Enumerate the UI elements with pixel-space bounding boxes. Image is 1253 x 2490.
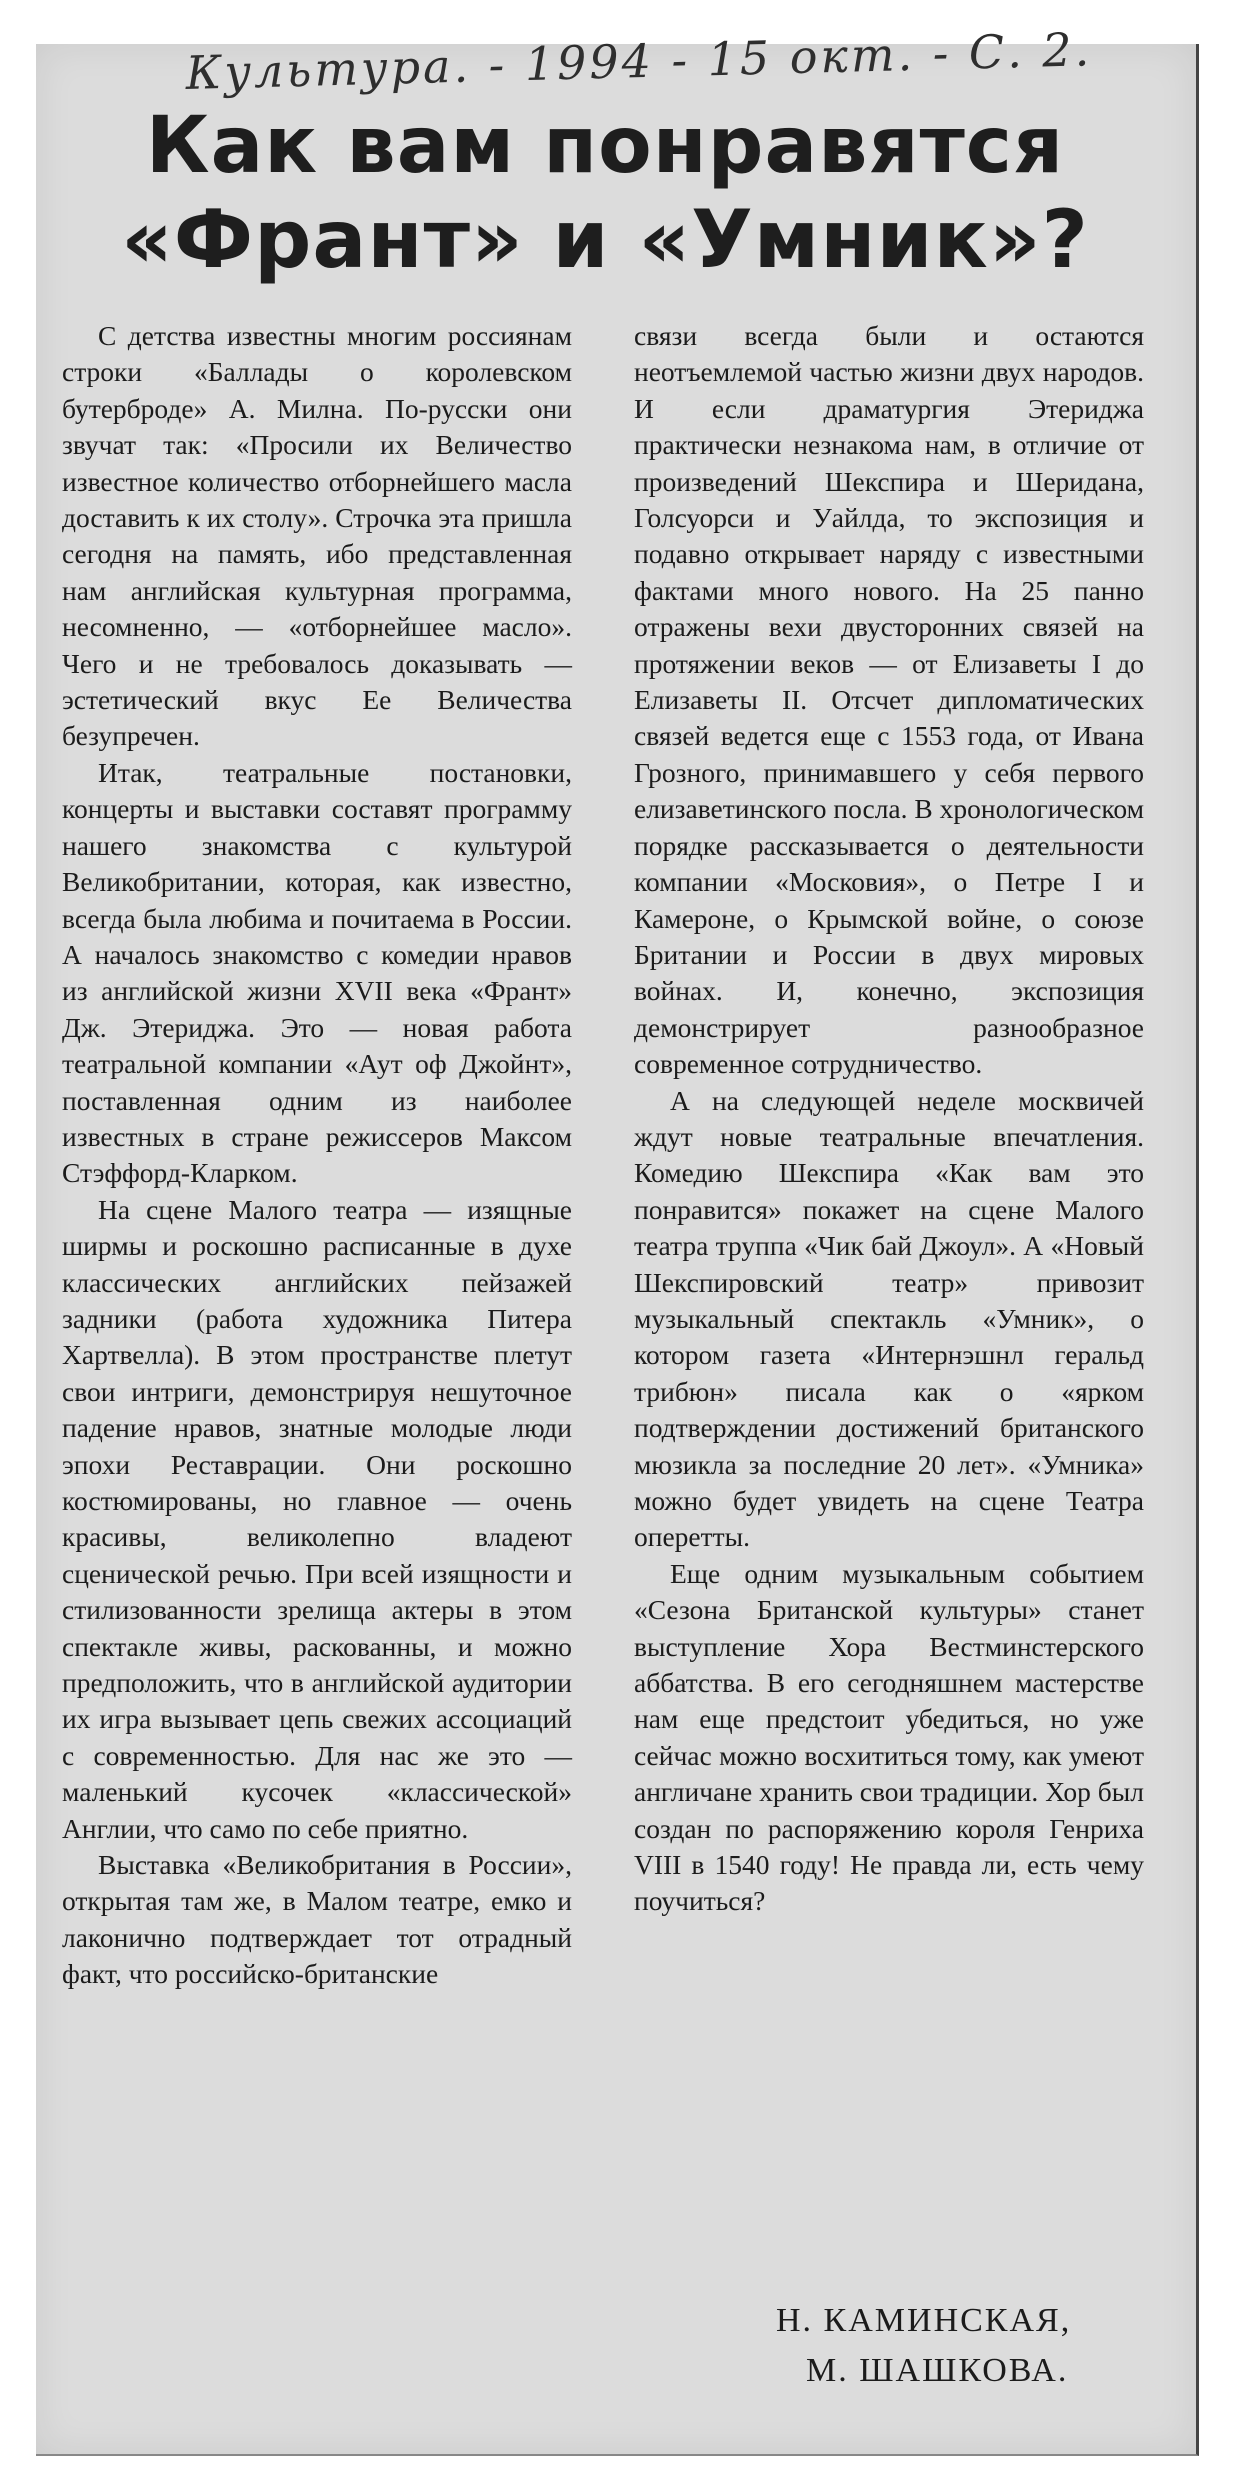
article-paragraph: А на следующей неделе москвичей ждут новые театральные впечатления. Комедию Шекспира «Как вам это понравится» покажет на сцене Малого театра труппа «Чик бай Джоул». А «Новый Шекспировский театр» привозит музыкальный спектакль «Умник», о котором газета «Интернэшнл геральд трибюн» писала как о «ярком подтверждении достижений британского мюзикла за последние 20 лет». «Умника» можно будет увидеть на сцене Театра оперетты. — [634, 1084, 1144, 1553]
article-paragraph: Выставка «Великобритания в России», открытая там же, в Малом театре, емко и лаконично подтверждает тот отрадный факт, что российско-британские — [62, 1849, 572, 1990]
article-headline — [80, 100, 1130, 288]
author-name: М. ШАШКОВА. — [806, 2352, 1069, 2389]
author-name: Н. КАМИНСКАЯ, — [776, 2302, 1072, 2339]
article-paragraph: Итак, театральные постановки, концерты и выставки составят программу нашего знакомства с культурой Великобритании, которая, как известно, всегда была любима и почитаема в России. А началось знакомство с комедии нравов из английской жизни XVII века «Франт» Дж. Этериджа. Это — новая работа театральной компании «Аут оф Джойнт», поставленная одним из наиболее известных в стране режиссеров Максом Стэффорд-Кларком. — [62, 756, 572, 1189]
article-paragraph: Еще одним музыкальным событием «Сезона Британской культуры» станет выступление Хора Вестминстерского аббатства. В его сегодняшнем мастерстве нам еще предстоит убедиться, но уже сейчас можно восхититься тому, как умеют англичане хранить свои традиции. Хор был создан по распоряжению короля Генриха VIII в 1540 году! Не правда ли, есть чему поучиться? — [634, 1557, 1144, 1917]
article-column-right — [634, 318, 1144, 1920]
article-paragraph: На сцене Малого театра — изящные ширмы и роскошно расписанные в духе классических английских пейзажей задники (работа художника Питера Хартвелла). В этом пространстве плетут свои интриги, демонстрируя нешуточное падение нравов, знатные молодые люди эпохи Реставрации. Они роскошно костюмированы, но главное — очень красивы, великолепно владеют сценической речью. При всей изящности и стилизованности зрелища актеры в этом спектакле живы, раскованны, и можно предположить, что в английской аудитории их игра вызывает цепь свежих ассоциаций с современностью. Для нас же это — маленький кусочек «классической» Англии, что само по себе приятно. — [62, 1193, 572, 1844]
article-paragraph-continued: связи всегда были и остаются неотъемлемой частью жизни двух народов. И если драматургия Этериджа практически незнакома нам, в отличие от произведений Шекспира и Шеридана, Голсуорси и Уайлда, то экспозиция и подавно открывает наряду с известными фактами много нового. На 25 панно отражены вехи двусторонних связей на протяжении веков — от Елизаветы I до Елизаветы II. Отсчет дипломатических связей ведется еще с 1553 года, от Ивана Грозного, принимавшего у себя первого елизаветинского посла. В хронологическом порядке рассказывается о деятельности компании «Московия», о Петре I и Камероне, о Крымской войне, о союзе Британии и России в двух мировых войнах. И, конечно, экспозиция демонстрирует разнообразное современное сотрудничество. — [634, 320, 1144, 1080]
author-signature — [776, 2296, 1071, 2396]
headline-line-1: Как вам понравятся — [145, 101, 1065, 191]
article-paragraph: С детства известны многим россиянам строки «Баллады о королевском бутерброде» А. Милна. По-русски они звучат так: «Просили их Величество известное количество отборнейшего масла доставить к их столу». Строчка эта пришла сегодня на память, ибо представленная нам английская культурная программа, несомненно, — «отборнейшее масло». Чего и не требовалось доказывать — эстетический вкус Ее Величества безупречен. — [62, 320, 572, 752]
headline-line-2: «Франт» и «Умник»? — [121, 193, 1089, 286]
article-column-left — [62, 318, 572, 1993]
handwritten-source-note: Культура. - 1994 - 15 окт. - С. 2. — [185, 22, 1093, 100]
